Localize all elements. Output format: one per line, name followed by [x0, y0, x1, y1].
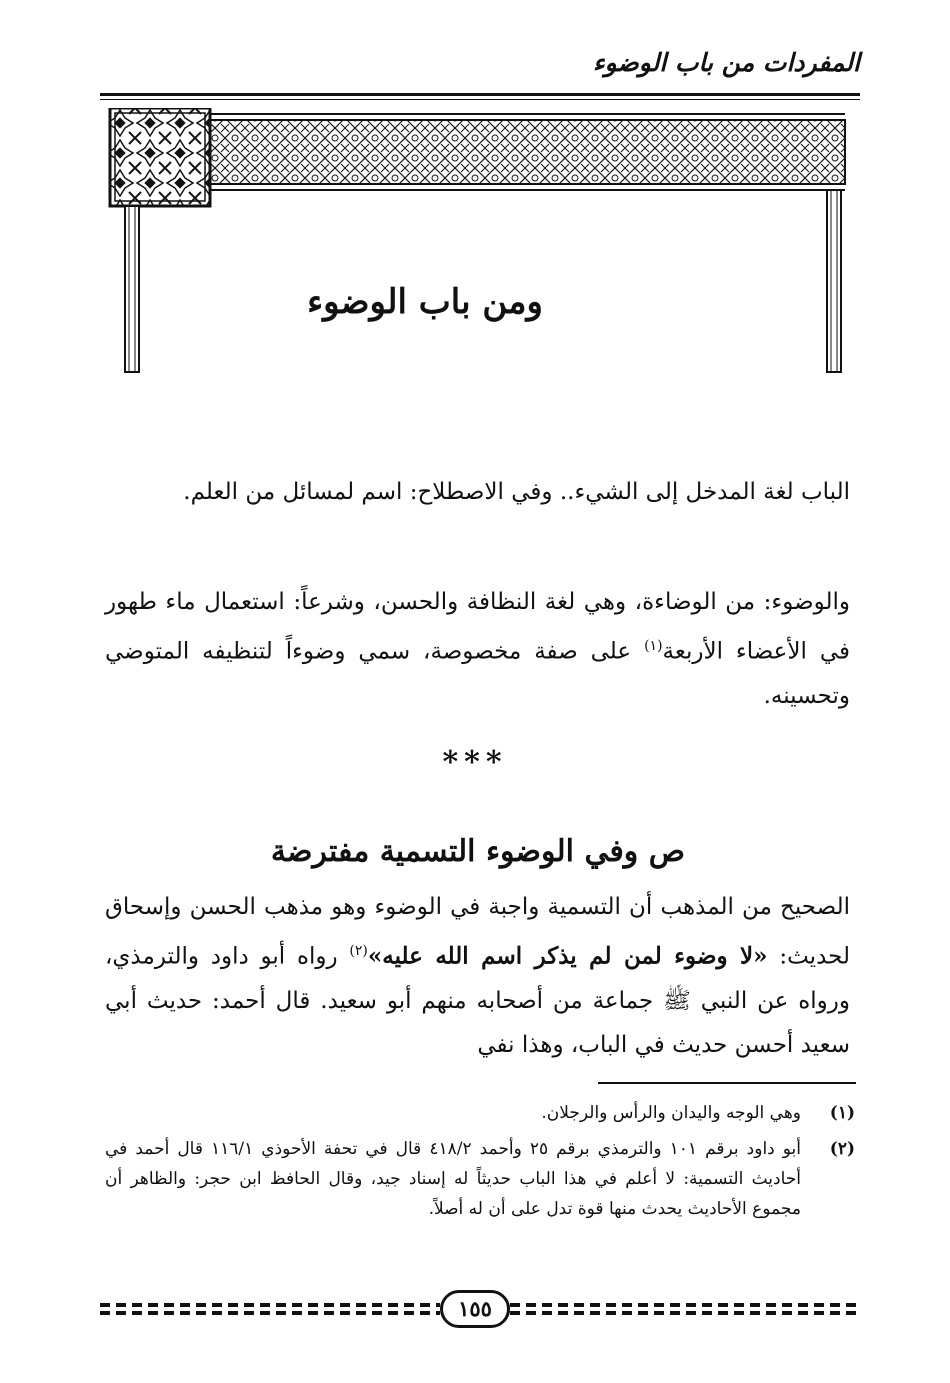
footnote-ref: (٢): [349, 943, 368, 959]
footnote-item: [105, 1134, 855, 1224]
footnote-text: أبو داود برقم ١٠١ والترمذي برقم ٢٥ وأحمد ٤١٨/٢ قال في تحفة الأحوذي ١١٦/١ قال أحمد في أحاديث التسمية: لا أعلم في هذا الباب حديثاً له إسناد جيد، وقال الحافظ ابن حجر: والظاهر أن مجموع الأحاديث يحدث منها قوة تدل على أن له أصلاً.: [105, 1139, 801, 1219]
paragraph-wudu-definition: [105, 580, 850, 718]
header-rule-thin: [100, 99, 860, 100]
footnote-ref: (١): [644, 638, 663, 654]
hadith-quote: «لا وضوء لمن لم يذكر اسم الله عليه»: [367, 942, 768, 970]
running-title: المفردات من باب الوضوء: [592, 48, 860, 77]
section-heading: ص وفي الوضوء التسمية مفترضة: [270, 834, 685, 869]
running-header: [100, 48, 860, 88]
footnote-number: (٢): [829, 1139, 855, 1159]
chapter-title: ومن باب الوضوء: [307, 282, 543, 322]
section-separator: ***: [442, 745, 508, 780]
footer-rule-left: [100, 1303, 440, 1317]
paragraph-text: والوضوء: من الوضاءة، وهي لغة النظافة والحسن، وشرعاً: استعمال ماء طهور في الأعضاء الأربعة: [105, 589, 850, 665]
footnote-divider: [598, 1082, 856, 1084]
footer-rule-right: [510, 1303, 860, 1317]
footnote-text: وهي الوجه واليدان والرأس والرجلان.: [541, 1103, 801, 1123]
footnote-number: (١): [829, 1103, 855, 1123]
paragraph-tasmiya: [105, 885, 850, 1067]
paragraph-text: على صفة مخصوصة، سمي وضوءاً لتنظيفه المتوضي وتحسينه.: [105, 638, 850, 709]
paragraph-bab-definition: الباب لغة المدخل إلى الشيء.. وفي الاصطلاح: اسم لمسائل من العلم.: [183, 479, 850, 505]
header-rule-thick: [100, 93, 860, 96]
ornamental-frame: [105, 108, 850, 373]
footnote-item: [105, 1098, 855, 1128]
page-number-badge: [440, 1290, 510, 1328]
paragraph-text: الصحيح من المذهب أن التسمية واجبة في الوضوء وهو مذهب الحسن وإسحاق لحديث:: [105, 894, 851, 970]
footnotes: [105, 1098, 855, 1230]
page-number: ١٥٥: [458, 1296, 492, 1321]
paragraph-text: رواه أبو داود والترمذي، ورواه عن النبي ﷺ جماعة من أصحابه منهم أبو سعيد. قال أحمد: حديث أبي سعيد أحسن حديث في الباب، وهذا نفي: [105, 943, 850, 1058]
